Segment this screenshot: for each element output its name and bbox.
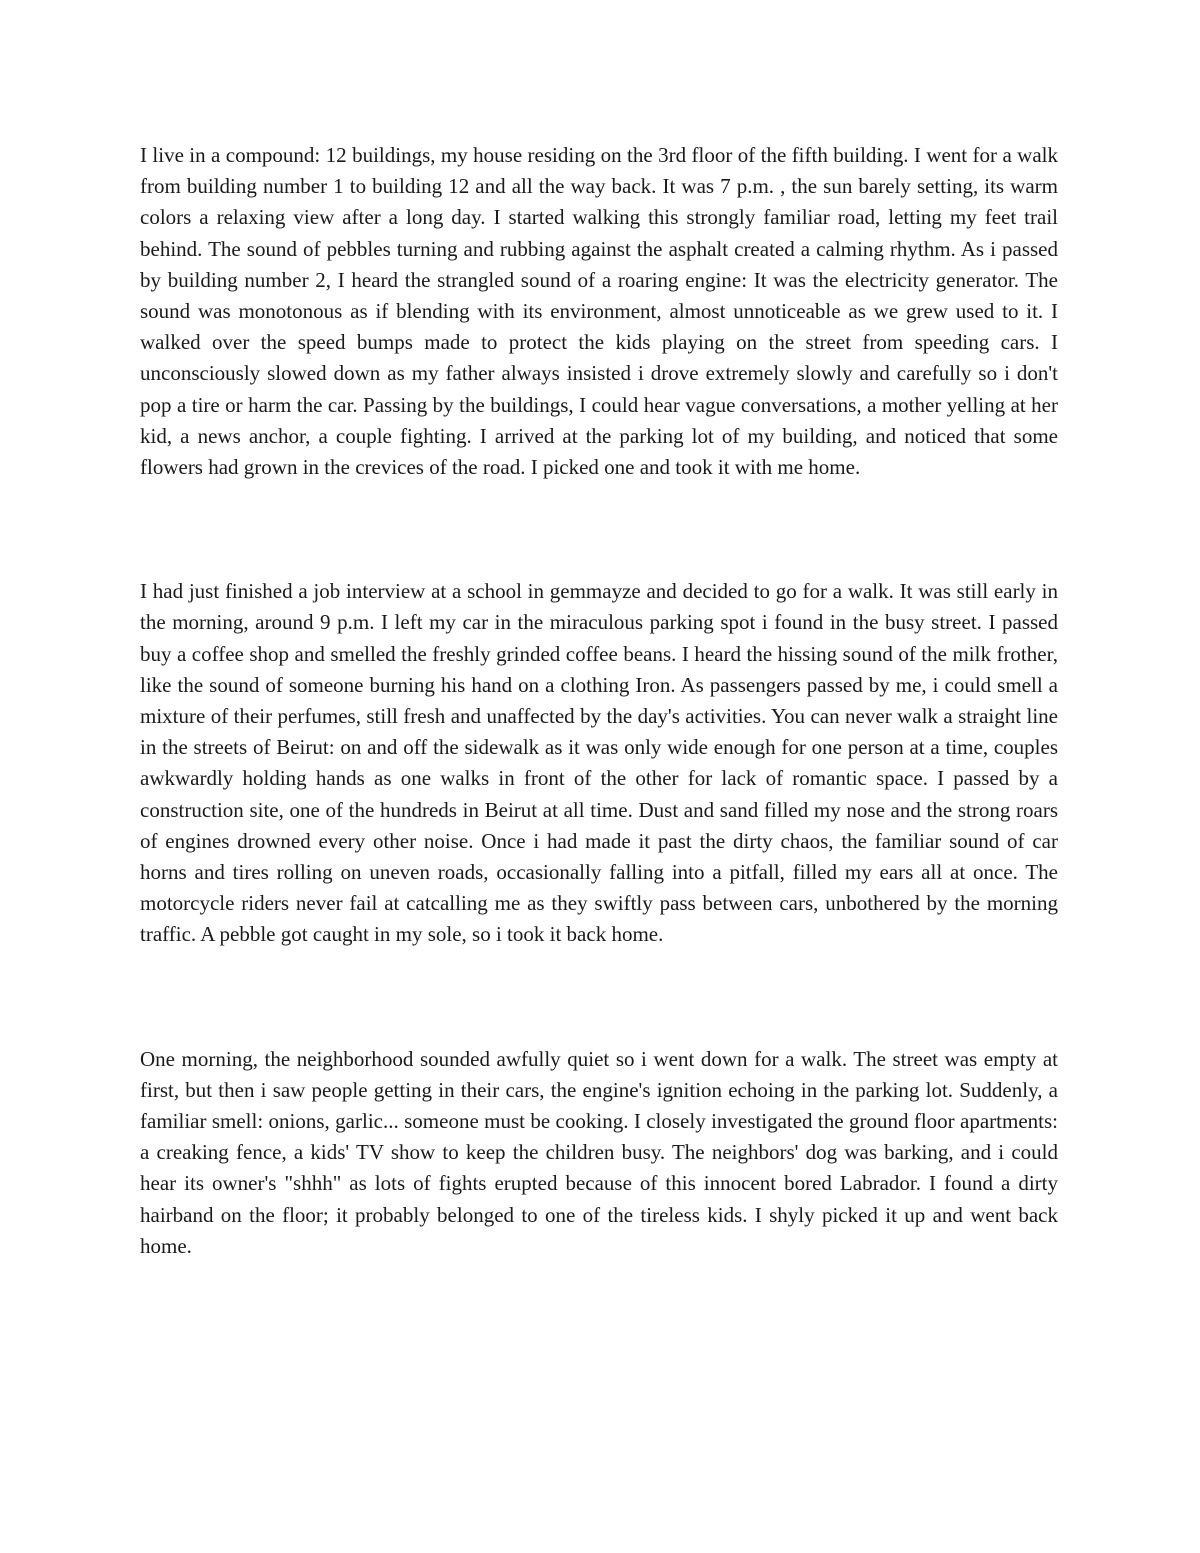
paragraph-spacer: [140, 483, 1058, 576]
paragraph-gemmayze-walk: I had just finished a job interview at a school in gemmayze and decided to go for a walk. It was still early in the morning, around 9 p.m. I left my car in the miraculous parking spot i found in the busy street. I passed buy a coffee shop and smelled the freshly grinded coffee beans. I heard the hissing sound of the milk frother, like the sound of someone burning his hand on a clothing Iron. As passengers passed by me, i could smell a mixture of their perfumes, still fresh and unaffected by the day's activities. You can never walk a straight line in the streets of Beirut: on and off the sidewalk as it was only wide enough for one person at a time, couples awkwardly holding hands as one walks in front of the other for lack of romantic space. I passed by a construction site, one of the hundreds in Beirut at all time. Dust and sand filled my nose and the strong roars of engines drowned every other noise. Once i had made it past the dirty chaos, the familiar sound of car horns and tires rolling on uneven roads, occasionally falling into a pitfall, filled my ears all at once. The motorcycle riders never fail at catcalling me as they swiftly pass between cars, unbothered by the morning traffic. A pebble got caught in my sole, so i took it back home.: [140, 579, 1058, 947]
paragraph-neighborhood-walk: One morning, the neighborhood sounded awfully quiet so i went down for a walk. The street was empty at first, but then i saw people getting in their cars, the engine's ignition echoing in the parking lot. Suddenly, a familiar smell: onions, garlic... someone must be cooking. I closely investigated the ground floor apartments: a creaking fence, a kids' TV show to keep the children busy. The neighbors' dog was barking, and i could hear its owner's "shhh" as lots of fights erupted because of this innocent bored Labrador. I found a dirty hairband on the floor; it probably belonged to one of the tireless kids. I shyly picked it up and went back home.: [140, 1046, 1058, 1258]
document-page: [140, 140, 1058, 1262]
paragraph-compound-walk: I live in a compound: 12 buildings, my house residing on the 3rd floor of the fifth building. I went for a walk from building number 1 to building 12 and all the way back. It was 7 p.m. , the sun barely setting, its warm colors a relaxing view after a long day. I started walking this strongly familiar road, letting my feet trail behind. The sound of pebbles turning and rubbing against the asphalt created a calming rhythm. As i passed by building number 2, I heard the strangled sound of a roaring engine: It was the electricity generator. The sound was monotonous as if blending with its environment, almost unnoticeable as we grew used to it. I walked over the speed bumps made to protect the kids playing on the street from speeding cars. I unconsciously slowed down as my father always insisted i drove extremely slowly and carefully so i don't pop a tire or harm the car. Passing by the buildings, I could hear vague conversations, a mother yelling at her kid, a news anchor, a couple fighting. I arrived at the parking lot of my building, and noticed that some flowers had grown in the crevices of the road. I picked one and took it with me home.: [140, 143, 1058, 480]
paragraph-spacer: [140, 951, 1058, 1044]
